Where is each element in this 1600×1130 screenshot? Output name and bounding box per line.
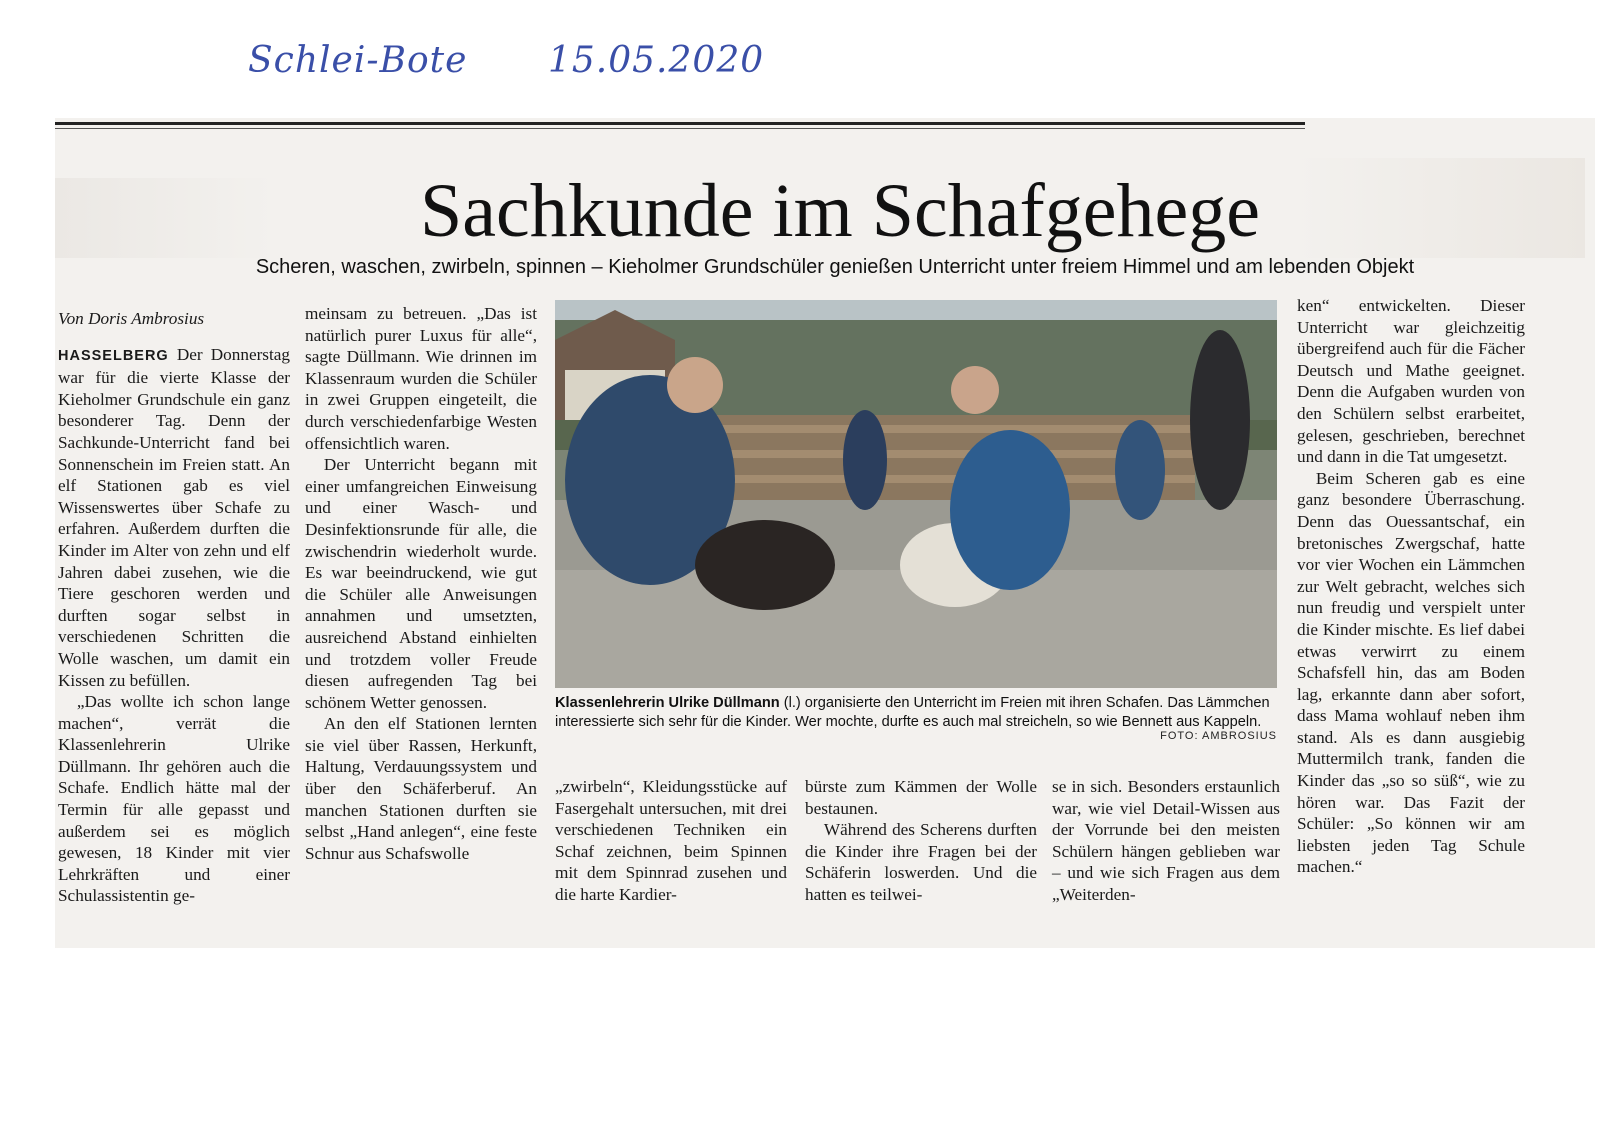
- paragraph-10: ken“ entwickelten. Dieser Unterricht war gleichzeitig übergreifend auch für die Fächer Deutsch und Mathe geeignet. Denn die Aufgaben wurden von den Schülern selbst erarbeitet, gelesen, geschrieben, berechnet und dann in die Tat umgesetzt.: [1297, 296, 1525, 467]
- handwritten-publication: Schlei-Bote: [248, 40, 468, 81]
- newspaper-clipping: [55, 118, 1595, 948]
- article-photo: [555, 300, 1277, 688]
- paragraph-6: „zwirbeln“, Kleidungsstücke auf Fasergehalt untersuchen, mit drei verschiedenen Techniken ein Schaf zeichnen, beim Spinnen mit dem Spinnrad zusehen und die harte Kardier-: [555, 777, 787, 904]
- photo-credit: FOTO: AMBROSIUS: [1160, 730, 1277, 742]
- column-3: [555, 776, 787, 906]
- column-2: [305, 303, 537, 864]
- paragraph-7: bürste zum Kämmen der Wolle bestaunen.: [805, 777, 1037, 818]
- column-6: [1297, 295, 1525, 878]
- photo-caption: [555, 694, 1277, 732]
- bleed-through-left: [55, 178, 275, 258]
- top-rule-thin: [55, 128, 1305, 129]
- photo-illustration: [555, 300, 1277, 688]
- paragraph-5: An den elf Stationen lernten sie viel über Rassen, Herkunft, Haltung, Verdauungssystem und über den Schäferberuf. An manchen Stationen durften sie selbst „Hand anlegen“, eine feste Schnur aus Schafswolle: [305, 714, 537, 863]
- paragraph-1-text: Der Donnerstag war für die vierte Klasse der Kieholmer Grundschule ein ganz besonderer Tag. Denn der Sachkunde-Unterricht fand bei Sonnenschein im Freien statt. An elf Stationen gab es viel Wissenswertes über Schafe zu erfahren. Außerdem durften die Kinder im Alter von zehn und elf Jahren dabei zusehen, wie die Tiere geschoren werden und durften sogar selbst in verschiedenen Schritten die Wolle waschen, um damit ein Kissen zu befüllen.: [58, 344, 290, 690]
- paragraph-3: meinsam zu betreuen. „Das ist natürlich purer Luxus für alle“, sagte Düllmann. Wie drinnen im Klassenraum wurden die Schüler in zwei Gruppen eingeteilt, die durch verschiedenfarbige Westen offensichtlich waren.: [305, 304, 537, 453]
- paragraph-4: Der Unterricht begann mit einer umfangreichen Einweisung und einer Wasch- und Desinfektionsrunde für alle, die zwischendrin wiederholt wurde. Es war beeindruckend, wie gut die Schüler alle Anweisungen annahmen und umsetzten, ausreichend Abstand einhielten und trotzdem voller Freude diesen aufregenden Tag bei schönem Wetter genossen.: [305, 455, 537, 712]
- handwritten-note: [248, 40, 808, 90]
- caption-text: (l.) organisierte den Unterricht im Freien mit ihren Schafen. Das Lämmchen interessierte sich sehr für die Kinder. Wer mochte, durfte es auch mal streicheln, so wie Bennett aus Kappeln.: [555, 695, 1270, 730]
- paragraph-9: se in sich. Besonders erstaunlich war, wie viel Detail-Wissen aus der Vorrunde bei den meisten Schülern hängen geblieben war – und wie sich Fragen aus dem „Weiterden-: [1052, 777, 1280, 904]
- paragraph-8: Während des Scherens durften die Kinder ihre Fragen bei der Schäferin loswerden. Und die hatten es teilwei-: [805, 820, 1037, 904]
- dateline: HASSELBERG: [58, 347, 169, 364]
- paragraph-1: [58, 344, 290, 692]
- top-rule: [55, 122, 1305, 125]
- paragraph-11: Beim Scheren gab es eine ganz besondere Überraschung. Denn das Ouessantschaf, ein bretonisches Zwergschaf, hatte vor vier Wochen ein Lämmchen zur Welt gebracht, welches sich nun freudig und verspielt unter die Kinder mischte. Es lief dabei etwas verwirrt zu einem Schafsfell hin, das am Boden lag, erkannte dann aber sofort, dass Mama wohlauf neben ihm stand. Als es dann ausgiebig Muttermilch trank, fanden die Kinder das „so so süß“, wie zu hören war. Das Fazit der Schüler: „So können wir am liebsten jeden Tag Schule machen.“: [1297, 468, 1525, 877]
- author-line: Von Doris Ambrosius: [58, 309, 205, 328]
- subheadline: Scheren, waschen, zwirbeln, spinnen – Kieholmer Grundschüler genießen Unterricht unter freiem Himmel und am lebenden Objekt: [255, 256, 1415, 278]
- caption-name: Klassenlehrerin Ulrike Düllmann: [555, 695, 780, 711]
- handwritten-date: 15.05.2020: [548, 40, 765, 81]
- paragraph-2: „Das wollte ich schon lange machen“, verrät die Klassenlehrerin Ulrike Düllmann. Ihr gehören auch die Schafe. Endlich hätte mal der Termin für alle gepasst und außerdem sei es möglich gewesen, 18 Kinder mit vier Lehrkräften und einer Schulassistentin ge-: [58, 692, 290, 906]
- column-4: [805, 776, 1037, 906]
- headline: Sachkunde im Schafgehege: [420, 169, 1260, 253]
- column-5: [1052, 776, 1280, 906]
- column-1: [58, 308, 290, 907]
